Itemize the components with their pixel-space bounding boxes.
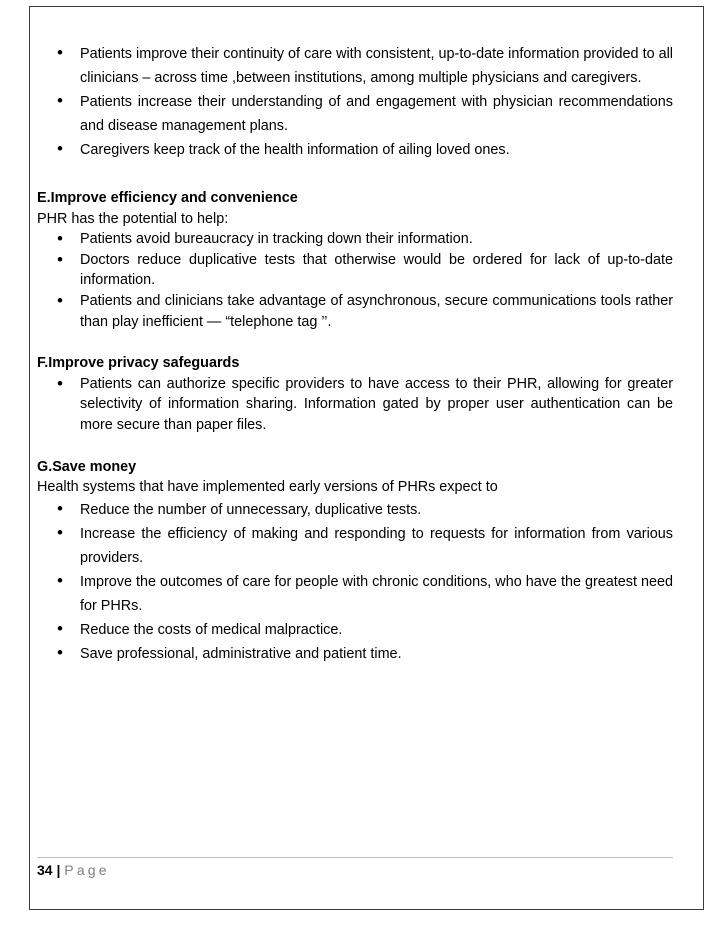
- list-item: • Patients increase their understanding of and engagement with physician recommendations and disease management plans.: [37, 90, 673, 138]
- page-number: 34: [37, 862, 53, 878]
- footer-separator: |: [56, 862, 61, 878]
- list-item: • Caregivers keep track of the health information of ailing loved ones.: [37, 138, 673, 162]
- top-bullet-list: [37, 42, 673, 162]
- page-label: Page: [64, 862, 110, 878]
- list-item: • Save professional, administrative and patient time.: [37, 642, 673, 666]
- section-f-heading: F.Improve privacy safeguards: [37, 355, 240, 372]
- section-f-bullet-list: [37, 374, 673, 436]
- list-item: • Increase the efficiency of making and responding to requests for information from various providers.: [37, 522, 673, 570]
- section-e-heading: E.Improve efficiency and convenience: [37, 190, 298, 206]
- list-item: • Doctors reduce duplicative tests that otherwise would be ordered for lack of up-to-date information.: [37, 250, 673, 291]
- section-g-intro: Health systems that have implemented early versions of PHRs expect to: [37, 479, 498, 496]
- list-item: • Patients and clinicians take advantage of asynchronous, secure communications tools rather than play inefficient — “telephone tag ’’.: [37, 291, 673, 332]
- section-g-bullet-list: [37, 498, 673, 666]
- list-item: • Reduce the costs of medical malpractice.: [37, 618, 673, 642]
- list-item: • Patients improve their continuity of care with consistent, up-to-date information provided to all clinicians – across time ,between institutions, among multiple physicians and caregivers.: [37, 42, 673, 90]
- section-g-heading: G.Save money: [37, 458, 137, 475]
- list-item: • Patients avoid bureaucracy in tracking down their information.: [37, 229, 673, 250]
- list-item: • Patients can authorize specific providers to have access to their PHR, allowing for greater selectivity of information sharing. Information gated by proper user authentication can be more secure than paper files.: [37, 374, 673, 436]
- footer-divider: [37, 857, 673, 858]
- list-item: • Reduce the number of unnecessary, duplicative tests.: [37, 498, 673, 522]
- section-e-intro: PHR has the potential to help:: [37, 210, 229, 227]
- section-e-bullet-list: [37, 229, 673, 332]
- list-item: • Improve the outcomes of care for people with chronic conditions, who have the greatest need for PHRs.: [37, 570, 673, 618]
- page-footer: [37, 860, 110, 880]
- document-body: [37, 42, 673, 666]
